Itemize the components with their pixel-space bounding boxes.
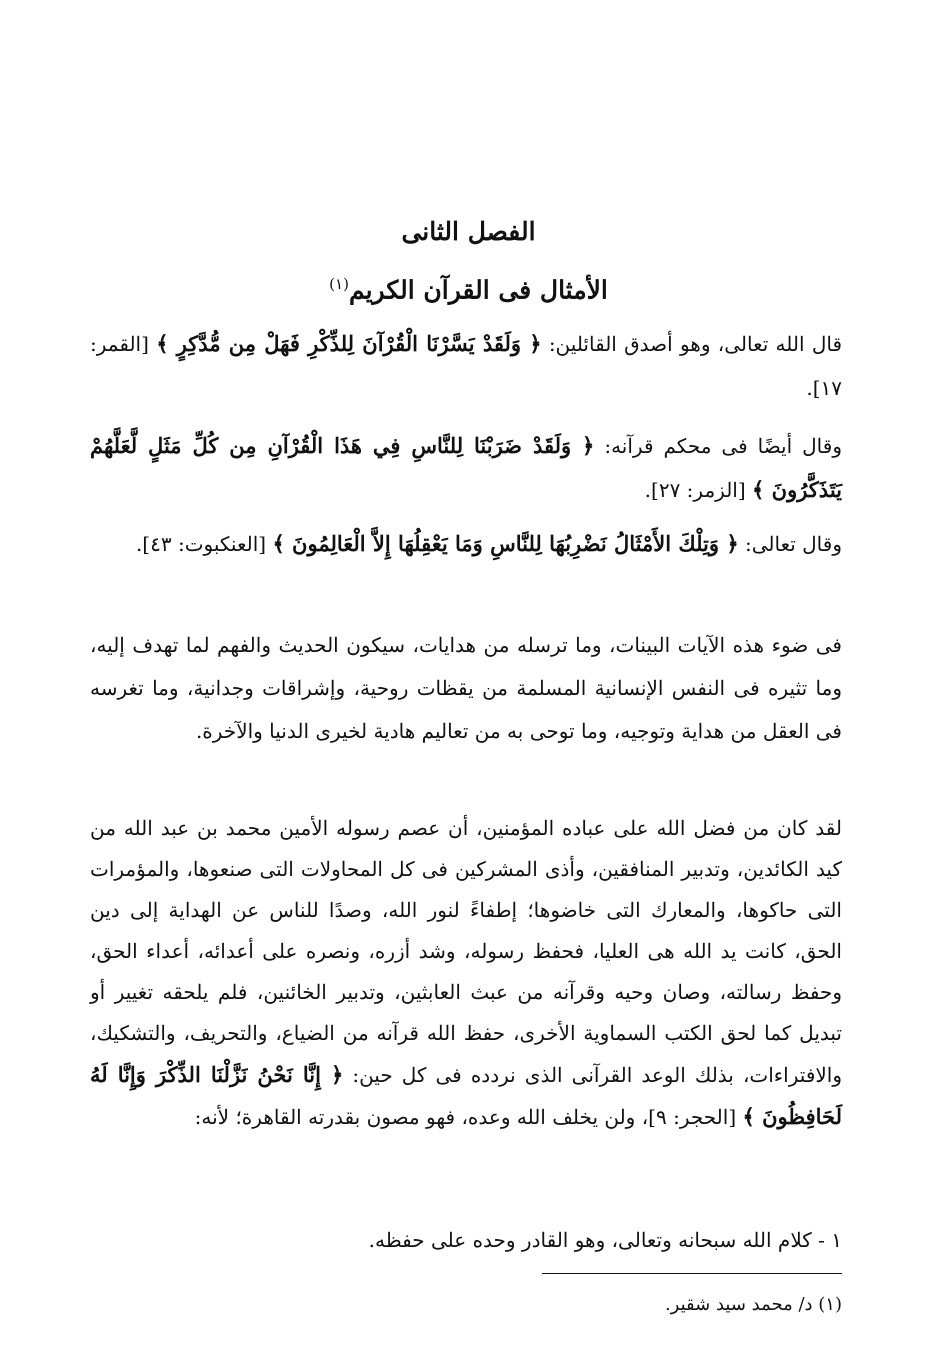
quran-verse-3: ﴿ وَتِلْكَ الأَمْثَالُ نَضْرِبُهَا لِلنَّاسِ وَمَا يَعْقِلُهَا إِلاَّ الْعَالِمُونَ ﴾ [272, 531, 739, 556]
verse-ref-3: [العنكبوت: ٤٣]. [135, 532, 273, 556]
footnote-divider [542, 1273, 842, 1274]
quran-verse-1: ﴿ وَلَقَدْ يَسَّرْنَا الْقُرْآنَ لِلذِّكْرِ فَهَلْ مِن مُّدَّكِرٍ ﴾ [156, 331, 542, 356]
paragraph-3-intro: وقال تعالى: [738, 532, 842, 556]
paragraph-5-tail: ، ولن يخلف الله وعده، فهو مصون بقدرته القاهرة؛ لأنه: [194, 1105, 649, 1129]
paragraph-1 [90, 322, 842, 410]
footnote-marker[interactable]: (١) [329, 275, 349, 293]
verse-ref-2: [الزمر: ٢٧]. [644, 478, 753, 502]
section-title [0, 264, 937, 310]
paragraph-5 [90, 808, 842, 1138]
paragraph-2 [90, 424, 842, 512]
footnote: (١) د/ محمد سيد شقير. [664, 1294, 842, 1315]
paragraph-4: فى ضوء هذه الآيات البينات، وما ترسله من هدايات، سيكون الحديث والفهم لما تهدف إليه، وما تثيره فى النفس الإنسانية المسلمة من يقظات روحية، وإشراقات وجدانية، وما تغرسه فى العقل من هداية وتوجيه، وما توحى به من تعاليم هادية لخيرى الدنيا والآخرة. [90, 633, 842, 743]
section-title-text: الأمثال فى القرآن الكريم [348, 275, 608, 305]
quran-verse-2: ﴿ وَلَقَدْ ضَرَبْنَا لِلنَّاسِ فِي هَذَا الْقُرْآنِ مِن كُلِّ مَثَلٍ لَّعَلَّهُمْ يَتَذَكَّرُونَ ﴾ [90, 433, 842, 502]
paragraph-5-text: لقد كان من فضل الله على عباده المؤمنين، أن عصم رسوله الأمين محمد بن عبد الله من كيد الكائدين، وتدبير المنافقين، وأذى المشركين فى كل المحاولات التى صنعوها، والمؤمرات التى حاكوها، والمعارك التى خاضوها؛ إطفاءً لنور الله، وصدًا للناس عن الهداية إلى دين الحق، كانت يد الله هى العليا، فحفظ رسوله، وشد أزره، ونصره على أعدائه، أعداء الحق، وحفظ رسالته، وصان وحيه وقرآنه من عبث العابثين، وتدبير الخائنين، فلم يلحقه تغيير أو تبديل كما لحق الكتب السماوية الأخرى، حفظ الله قرآنه من الضياع، والتحريف، والتشكيك، والافتراءات، بذلك الوعد القرآنى الذى نردده فى كل حين: [90, 816, 842, 1087]
verse-ref-4: [الحجر: ٩] [648, 1105, 743, 1129]
paragraph-1-intro: قال الله تعالى، وهو أصدق القائلين: [541, 332, 843, 356]
verse-ref-1: [القمر: ١٧]. [90, 332, 842, 400]
paragraph-3 [90, 522, 842, 566]
quran-verse-4: ﴿ إِنَّا نَحْنُ نَزَّلْنَا الذِّكْرَ وَإِنَّا لَهُ لَحَافِظُونَ ﴾ [90, 1062, 842, 1129]
chapter-title: الفصل الثانى [401, 217, 536, 246]
list-item-1: ١ - كلام الله سبحانه وتعالى، وهو القادر وحده على حفظه. [368, 1228, 842, 1252]
paragraph-2-intro: وقال أيضًا فى محكم قرآنه: [594, 434, 842, 458]
